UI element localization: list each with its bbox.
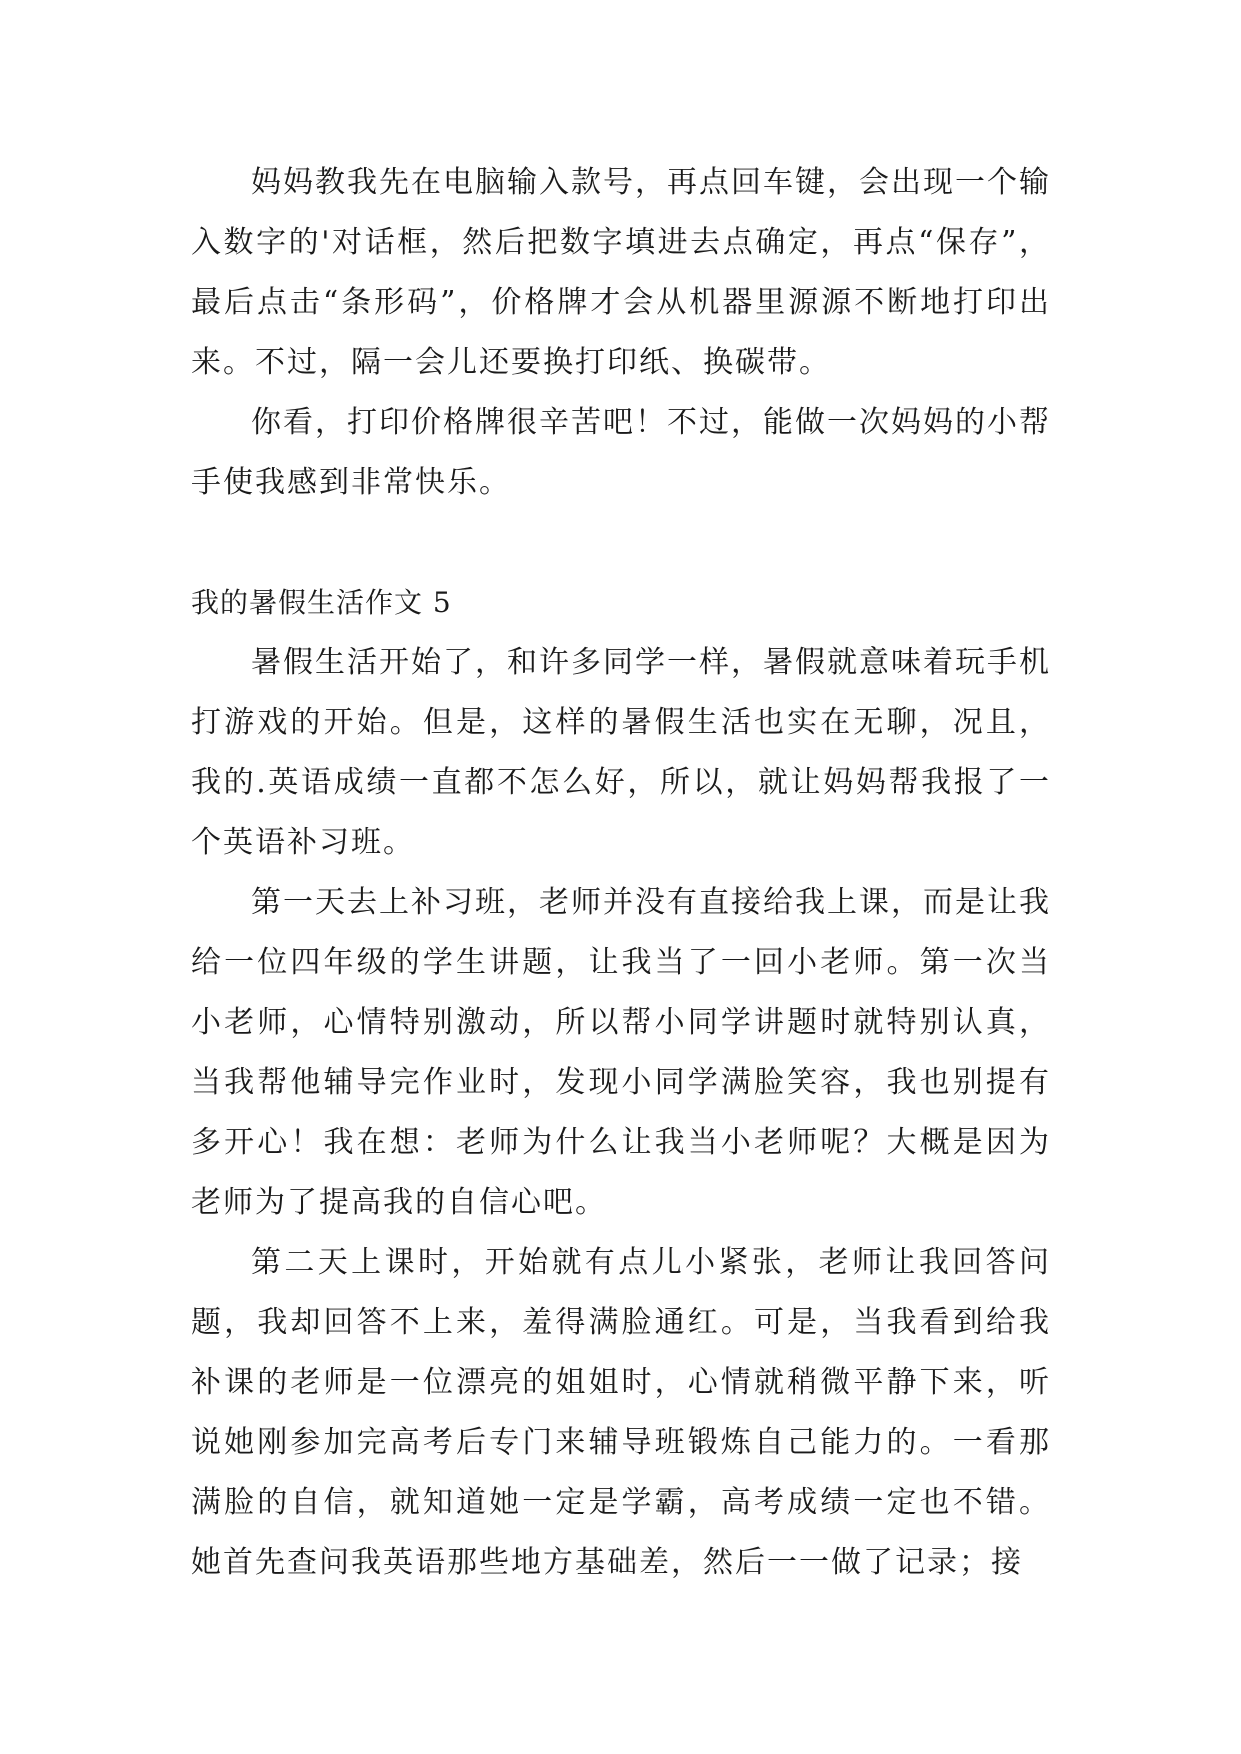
document-body xyxy=(191,153,1051,1593)
paragraph-intro-2: 你看，打印价格牌很辛苦吧！不过，能做一次妈妈的小帮手使我感到非常快乐。 xyxy=(191,405,1051,500)
essay-title: 我的暑假生活作文 5 xyxy=(191,586,452,619)
paragraph-intro-1: 妈妈教我先在电脑输入款号，再点回车键，会出现一个输入数字的'对话框，然后把数字填进去点确定，再点“保存”，最后点击“条形码”，价格牌才会从机器里源源不断地打印出来。不过，隔一会儿还要换打印纸、换碳带。 xyxy=(191,165,1051,380)
paragraph-essay-2: 第一天去上补习班，老师并没有直接给我上课，而是让我给一位四年级的学生讲题，让我当了一回小老师。第一次当小老师，心情特别激动，所以帮小同学讲题时就特别认真，当我帮他辅导完作业时，发现小同学满脸笑容，我也别提有多开心！我在想：老师为什么让我当小老师呢？大概是因为老师为了提高我的自信心吧。 xyxy=(191,885,1051,1220)
paragraph-essay-1: 暑假生活开始了，和许多同学一样，暑假就意味着玩手机打游戏的开始。但是，这样的暑假生活也实在无聊，况且，我的.英语成绩一直都不怎么好，所以，就让妈妈帮我报了一个英语补习班。 xyxy=(191,645,1051,860)
paragraph-essay-3: 第二天上课时，开始就有点儿小紧张，老师让我回答问题，我却回答不上来，羞得满脸通红。可是，当我看到给我补课的老师是一位漂亮的姐姐时，心情就稍微平静下来，听说她刚参加完高考后专门来辅导班锻炼自己能力的。一看那满脸的自信，就知道她一定是学霸，高考成绩一定也不错。她首先查问我英语那些地方基础差，然后一一做了记录；接 xyxy=(191,1245,1051,1580)
